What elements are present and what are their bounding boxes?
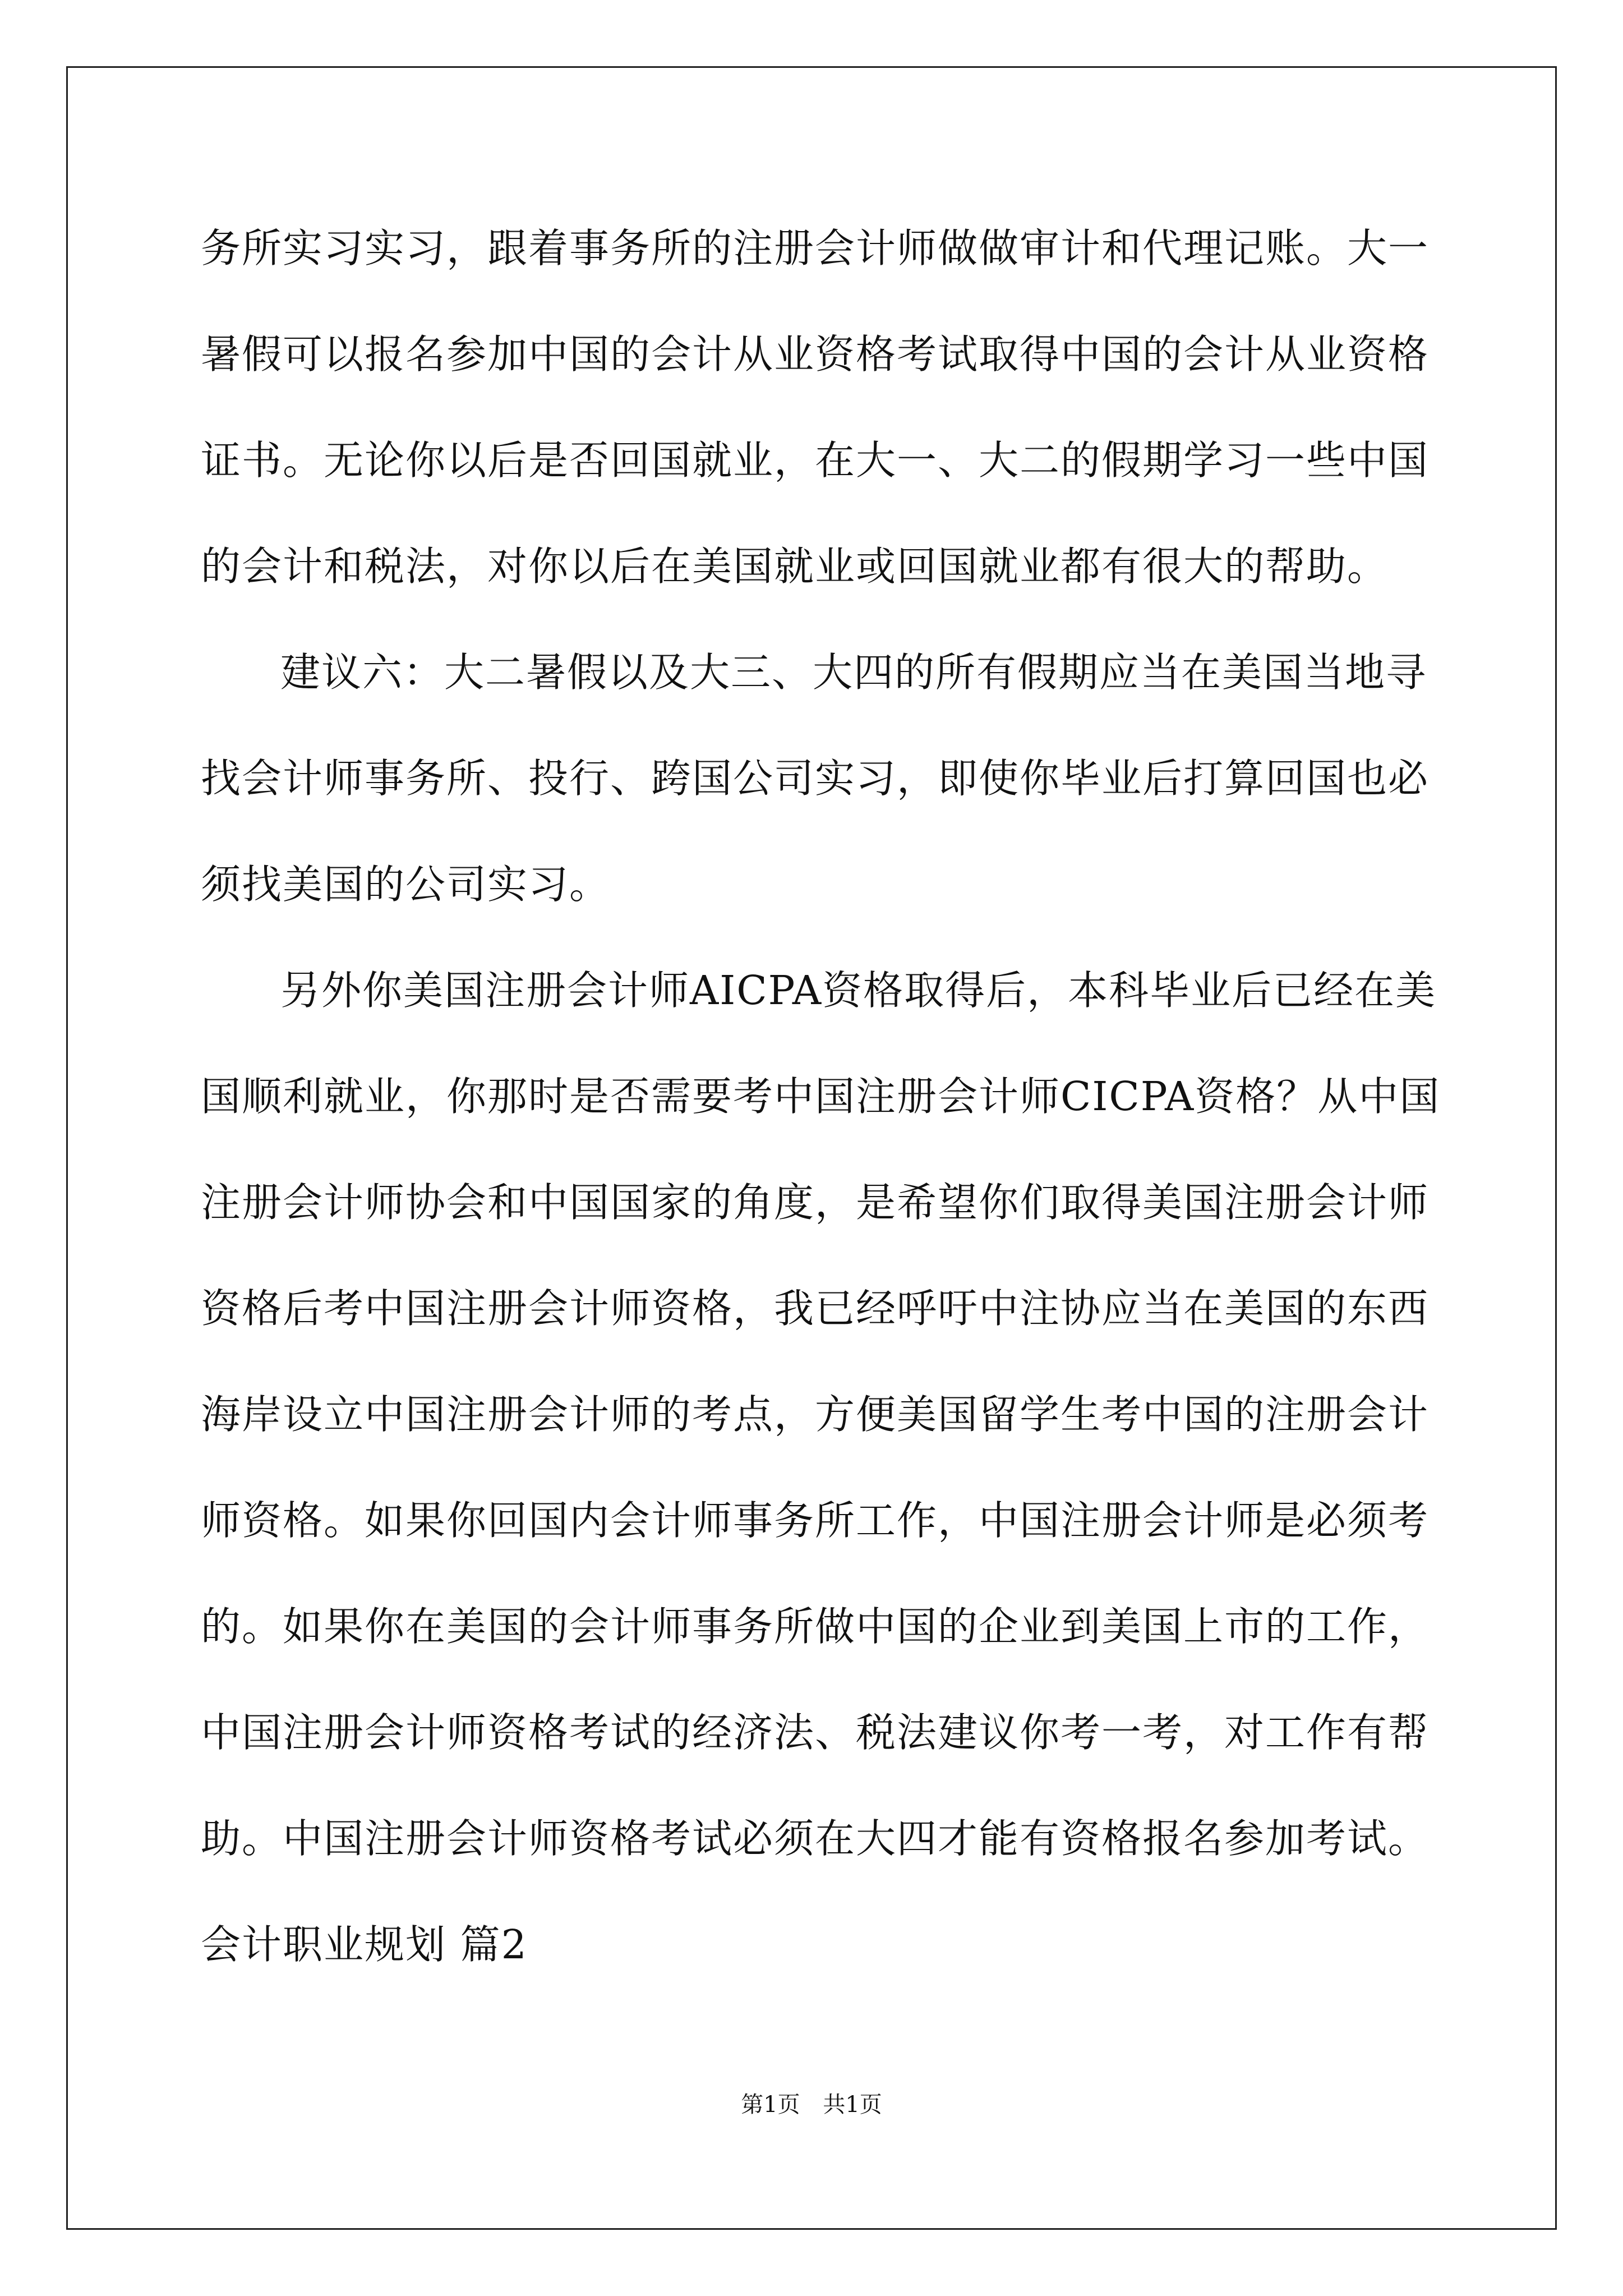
section-heading: 会计职业规划 篇2 xyxy=(201,1921,528,1968)
page-number-current: 第1页 xyxy=(741,2092,800,2118)
page-footer xyxy=(0,2088,1623,2122)
text-line: 暑假可以报名参加中国的会计从业资格考试取得中国的会计从业资格 xyxy=(201,331,1430,378)
text-line: 国顺利就业，你那时是否需要考中国注册会计师CICPA资格？从中国 xyxy=(201,1073,1441,1120)
text-line: 须找美国的公司实习。 xyxy=(201,861,611,908)
paragraph-start-line: 另外你美国注册会计师AICPA资格取得后，本科毕业后已经在美 xyxy=(280,967,1437,1014)
paragraph-start-line: 建议六：大二暑假以及大三、大四的所有假期应当在美国当地寻 xyxy=(280,649,1427,696)
text-line: 的。如果你在美国的会计师事务所做中国的企业到美国上市的工作， xyxy=(201,1603,1430,1650)
text-line: 中国注册会计师资格考试的经济法、税法建议你考一考，对工作有帮 xyxy=(201,1709,1430,1756)
page-number-total: 共1页 xyxy=(823,2092,882,2118)
text-line: 注册会计师协会和中国国家的角度，是希望你们取得美国注册会计师 xyxy=(201,1179,1430,1226)
text-line: 海岸设立中国注册会计师的考点，方便美国留学生考中国的注册会计 xyxy=(201,1391,1430,1438)
text-line: 资格后考中国注册会计师资格，我已经呼吁中注协应当在美国的东西 xyxy=(201,1285,1430,1332)
text-line: 务所实习实习，跟着事务所的注册会计师做做审计和代理记账。大一 xyxy=(201,225,1430,272)
page-border xyxy=(66,66,1557,2230)
text-line: 找会计师事务所、投行、跨国公司实习，即使你毕业后打算回国也必 xyxy=(201,755,1430,802)
text-line: 的会计和税法，对你以后在美国就业或回国就业都有很大的帮助。 xyxy=(201,543,1389,590)
text-line: 证书。无论你以后是否回国就业，在大一、大二的假期学习一些中国 xyxy=(201,437,1430,484)
text-line: 师资格。如果你回国内会计师事务所工作，中国注册会计师是必须考 xyxy=(201,1497,1430,1544)
text-line: 助。中国注册会计师资格考试必须在大四才能有资格报名参加考试。 xyxy=(201,1815,1430,1862)
